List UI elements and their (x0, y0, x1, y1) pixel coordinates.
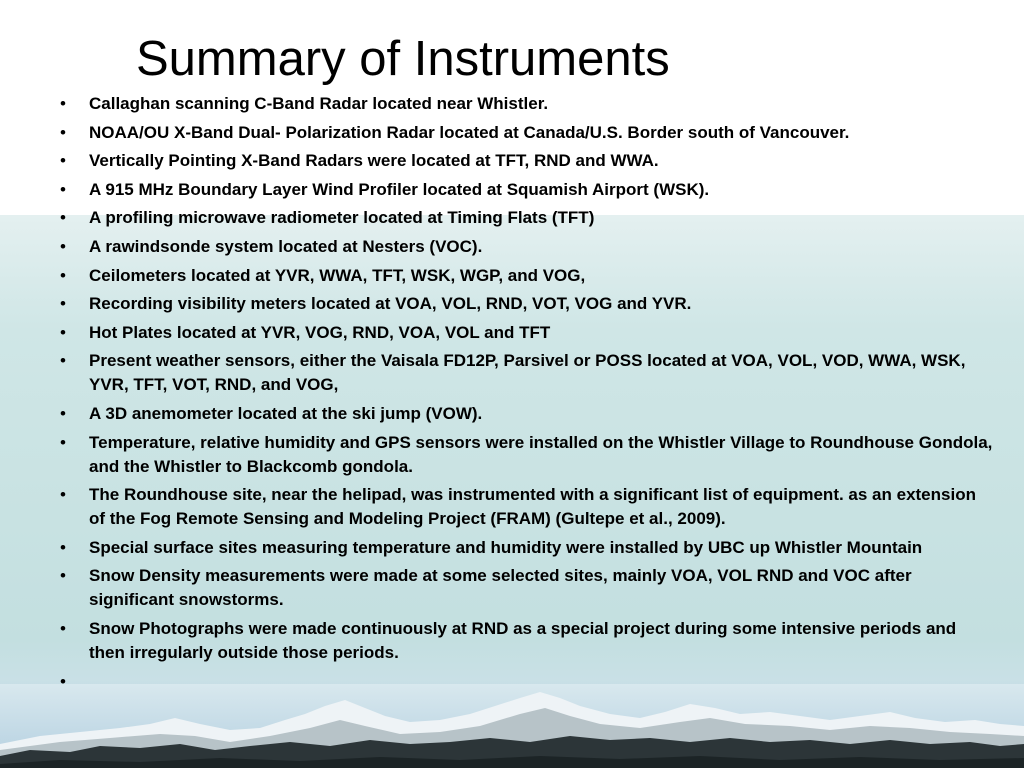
bullet-item (60, 349, 995, 397)
bullet-text: Present weather sensors, either the Vaisala FD12P, Parsivel or POSS located at VOA, VOL, VOD, WWA, WSK, YVR, TFT, VOT, RND, and VOG, (89, 351, 966, 395)
bullet-marker: • (60, 179, 66, 199)
bullet-item (60, 264, 995, 288)
bullet-marker: • (60, 208, 66, 228)
bullet-marker: • (60, 485, 66, 505)
bullet-text: Hot Plates located at YVR, VOG, RND, VOA, VOL and TFT (89, 322, 551, 342)
bullet-item (60, 206, 995, 230)
bullet-text: Vertically Pointing X-Band Radars were located at TFT, RND and WWA. (89, 151, 659, 171)
bullet-item (60, 431, 995, 479)
bullet-text: Special surface sites measuring temperature and humidity were installed by UBC up Whistler Mountain (89, 537, 923, 557)
bullet-text: Snow Density measurements were made at some selected sites, mainly VOA, VOL RND and VOC after significant snowstorms. (89, 566, 912, 610)
bullet-marker: • (60, 537, 66, 557)
bullet-item (60, 178, 995, 202)
bullet-list (60, 92, 995, 691)
bullet-marker: • (60, 403, 66, 423)
bullet-item (60, 235, 995, 259)
mountain-range-image (0, 684, 1024, 768)
bullet-marker: • (60, 618, 66, 638)
bullet-text: A 3D anemometer located at the ski jump (VOW). (89, 403, 483, 423)
bullet-marker: • (60, 322, 66, 342)
bullet-item (60, 92, 995, 116)
bullet-text: The Roundhouse site, near the helipad, was instrumented with a significant list of equipment. as an extension of the Fog Remote Sensing and Modeling Project (FRAM) (Gultepe et al., 2009). (89, 485, 976, 529)
bullet-text: A rawindsonde system located at Nesters (VOC). (89, 236, 483, 256)
bullet-marker: • (60, 432, 66, 452)
bullet-marker: • (60, 351, 66, 371)
bullet-text: Snow Photographs were made continuously at RND as a special project during some intensive periods and then irregularly outside those periods. (89, 618, 957, 662)
bullet-item (60, 121, 995, 145)
bullet-item (60, 149, 995, 173)
bullet-text: NOAA/OU X-Band Dual- Polarization Radar located at Canada/U.S. Border south of Vancouver. (89, 122, 850, 142)
bullet-text: Temperature, relative humidity and GPS sensors were installed on the Whistler Village to Roundhouse Gondola, and the Whistler to Blackcomb gondola. (89, 432, 993, 476)
bullet-marker: • (60, 94, 66, 113)
bullet-item (60, 321, 995, 345)
bullet-item (60, 292, 995, 316)
bullet-text: Recording visibility meters located at VOA, VOL, RND, VOT, VOG and YVR. (89, 294, 692, 314)
bullet-item (60, 402, 995, 426)
bullet-text: Callaghan scanning C-Band Radar located near Whistler. (89, 94, 549, 113)
bullet-marker: • (60, 265, 66, 285)
bullet-marker: • (60, 566, 66, 586)
bullet-item (60, 536, 995, 560)
bullet-marker: • (60, 671, 66, 691)
bullet-item (60, 483, 995, 531)
bullet-item (60, 564, 995, 612)
bullet-text: A 915 MHz Boundary Layer Wind Profiler located at Squamish Airport (WSK). (89, 179, 710, 199)
bullet-marker: • (60, 294, 66, 314)
bullet-marker: • (60, 122, 66, 142)
bullet-marker: • (60, 151, 66, 171)
bullet-marker: • (60, 236, 66, 256)
bullet-text: Ceilometers located at YVR, WWA, TFT, WSK, WGP, and VOG, (89, 265, 586, 285)
slide-title: Summary of Instruments (136, 32, 670, 86)
bullet-text: A profiling microwave radiometer located at Timing Flats (TFT) (89, 208, 595, 228)
bullet-item (60, 617, 995, 665)
